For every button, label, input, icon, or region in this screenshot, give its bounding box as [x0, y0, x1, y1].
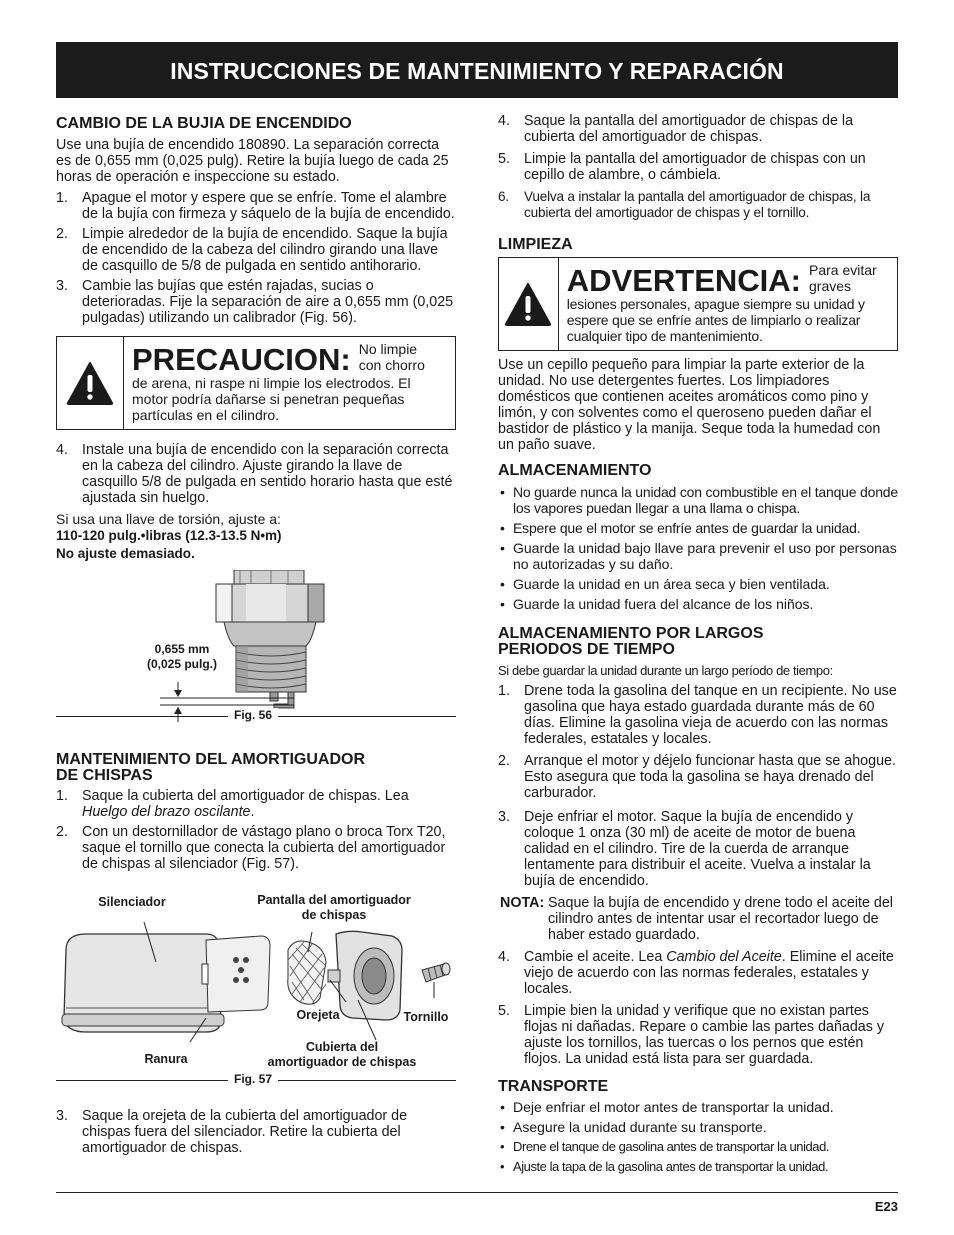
warning-title: ADVERTENCIA: [566, 263, 801, 298]
list-item [498, 1003, 898, 1067]
caution-inline: No limpie con chorro [358, 341, 425, 373]
figure-56 [56, 570, 456, 730]
step-number: 1. [56, 788, 68, 804]
bullet-text: Guarde la unidad fuera del alcance de los niños. [513, 596, 814, 612]
list-item [56, 190, 456, 222]
label-tornillo: Tornillo [403, 1010, 449, 1024]
transporte-heading: TRANSPORTE [498, 1078, 609, 1095]
step-number: 2. [56, 824, 68, 840]
step-text: Deje enfriar el motor. Saque la bujía de encendido y coloque 1 onza (30 ml) de aceite de motor de buena calidad en el cilindro. Tire de la cuerda de arranque lentamente para distribuir el aceite. Vuelva a instalar la bujía de encendido. [524, 809, 871, 889]
bujia-heading: CAMBIO DE LA BUJIA DE ENCENDIDO [56, 115, 352, 132]
gap-label-in: (0,025 pulg.) [146, 657, 217, 671]
caution-text [124, 337, 455, 429]
step-text: Cambie las bujías que estén rajadas, sucias o deterioradas. Fije la separación de aire a 0,655 mm (0,025 pulgadas) utilizando un calibrador (Fig. 56). [82, 278, 454, 326]
list-item [56, 226, 456, 274]
label-cubierta-1: Cubierta del [305, 1040, 379, 1054]
step-text: Apague el motor y espere que se enfríe. Tome el alambre de la bujía con firmeza y sáquelo de la bujía de encendido. [82, 190, 455, 222]
list-item [498, 809, 898, 889]
warning-box [498, 257, 898, 351]
step-number: 4. [56, 442, 68, 458]
fig56-caption: Fig. 56 [228, 708, 278, 722]
step-text: Saque la pantalla del amortiguador de chispas de la cubierta del amortiguador de chispas. [524, 113, 854, 145]
list-item [56, 1108, 456, 1156]
step-text: Limpie alrededor de la bujía de encendido. Saque la bujía de encendido de la cabeza del cilindro girando una llave de casquillo de 5/8 de pulgada en sentido antihorario. [82, 226, 448, 274]
limpieza-text: Use un cepillo pequeño para limpiar la parte exterior de la unidad. No use detergentes fuertes. Los limpiadores domésticos que contienen aceites aromáticos como pino y limón, y con solventes como el queroseno pueden dañar el bastidor de plástico y la manija. Seque toda la humedad con un paño suave. [498, 357, 881, 453]
bullet-text: Ajuste la tapa de la gasolina antes de transportar la unidad. [513, 1159, 829, 1174]
right-column [498, 113, 898, 1175]
amortiguador-heading-2: DE CHISPAS [56, 767, 153, 784]
list-item: • Ajuste la tapa de la gasolina antes de transportar la unidad. [500, 1159, 829, 1174]
torque-warning: No ajuste demasiado. [56, 546, 195, 561]
amortiguador-heading [56, 752, 456, 784]
list-item [498, 113, 898, 145]
torque-intro: Si usa una llave de torsión, ajuste a: [56, 511, 281, 527]
page-header-title: INSTRUCCIONES DE MANTENIMIENTO Y REPARACIÓN [170, 58, 784, 84]
label-silenciador: Silenciador [98, 895, 166, 909]
list-item [498, 683, 898, 747]
warning-inline: Para evitar graves [809, 262, 877, 294]
list-item [56, 278, 456, 326]
spark-plug-illustration [56, 570, 456, 730]
nota-label: NOTA: [500, 895, 545, 911]
list-item [56, 788, 456, 820]
label-ranura: Ranura [144, 1052, 188, 1066]
limpieza-heading: LIMPIEZA [498, 236, 573, 253]
step-text: Cambie el aceite. Lea [524, 949, 663, 965]
list-item: • Guarde la unidad fuera del alcance de los niños. [500, 596, 814, 612]
list-item [498, 151, 898, 183]
list-item: • Drene el tanque de gasolina antes de transportar la unidad. [500, 1139, 830, 1154]
step-text: Saque la orejeta de la cubierta del amortiguador de chispas fuera del silenciador. Retire la cubierta del amortiguador de chispas. [82, 1108, 408, 1156]
bullet-text: Guarde la unidad en un área seca y bien ventilada. [513, 576, 830, 592]
list-item [498, 949, 898, 997]
gap-label [134, 642, 230, 672]
step-number: 4. [498, 113, 510, 129]
largos-heading-2: PERIODOS DE TIEMPO [498, 641, 675, 658]
left-column [56, 112, 456, 1156]
caution-icon-cell [57, 337, 124, 429]
list-item [56, 442, 456, 506]
step-text: Con un destornillador de vástago plano o broca Torx T20, saque el tornillo que conecta la cubierta del amortiguador de chispas al silenciador (Fig. 57). [82, 824, 446, 872]
list-item [498, 189, 898, 221]
step-italic-ref: Huelgo del brazo oscilante [82, 804, 251, 820]
step-number: 3. [56, 1108, 68, 1124]
almacenamiento-heading: ALMACENAMIENTO [498, 462, 652, 479]
list-item [498, 753, 898, 801]
nota-text: Saque la bujía de encendido y drene todo el aceite del cilindro antes de intentar usar el recortador luego de haber estado guardado. [548, 895, 893, 943]
bullet-text: Guarde la unidad bajo llave para prevenir el uso por personas no autorizadas y su daño. [513, 540, 897, 572]
largos-heading-1: ALMACENAMIENTO POR LARGOS [498, 625, 764, 642]
label-cubierta-2: amortiguador de chispas [267, 1055, 417, 1069]
step-number: 2. [498, 753, 510, 769]
label-pantalla-1: Pantalla del amortiguador [257, 893, 411, 907]
step-number: 4. [498, 949, 510, 965]
step-number: 3. [56, 278, 68, 294]
bullet-text: Asegure la unidad durante su transporte. [513, 1119, 767, 1135]
list-item: • Guarde la unidad bajo llave para prevenir el uso por personas no autorizadas y su daño. [500, 540, 897, 572]
gap-label-mm: 0,655 mm [154, 642, 210, 656]
caution-rest: de arena, ni raspe ni limpie los electrodos. El motor podría dañarse si penetran pequeñas partículas en el cilindro. [132, 375, 411, 423]
warning-text [559, 258, 897, 350]
list-item: • No guarde nunca la unidad con combustible en el tanque donde los vapores puedan llegar a una llama o chispa. [500, 484, 898, 516]
step-text: Arranque el motor y déjelo funcionar hasta que se ahogue. Esto asegura que toda la gasolina se haya drenado del carburador. [524, 753, 896, 801]
step-number: 5. [498, 1003, 510, 1019]
step-text: Vuelva a instalar la pantalla del amortiguador de chispas, la cubierta del amortiguador de chispas y el tornillo. [524, 189, 871, 220]
warning-triangle-icon [503, 281, 553, 327]
step-text-end: . [250, 804, 255, 820]
warning-triangle-icon [65, 360, 115, 406]
almacenamiento-list [498, 484, 898, 612]
step-number: 1. [498, 683, 510, 699]
step-text: Limpie la pantalla del amortiguador de chispas con un cepillo de alambre, o cámbiela. [524, 151, 866, 183]
list-item: • Espere que el motor se enfríe antes de guardar la unidad. [500, 520, 861, 536]
step-italic-ref: Cambio del Aceite [666, 949, 782, 965]
step-number: 2. [56, 226, 68, 242]
bullet-text: Deje enfriar el motor antes de transportar la unidad. [513, 1099, 834, 1115]
step-number: 5. [498, 151, 510, 167]
step-text: Limpie bien la unidad y verifique que no existan partes flojas ni dañadas. Repare o cambie las partes dañadas y ajuste los tornillos, las tuercas o los pernos que estén flojos. La unidad está lista para ser guardada. [524, 1003, 885, 1067]
warning-rest: lesiones personales, apague siempre su unidad y espere que se enfríe antes de limpiarlo o realizar cualquier tipo de mantenimiento. [566, 296, 865, 344]
step-number: 1. [56, 190, 68, 206]
torque-value: 110-120 pulg.•libras (12.3-13.5 N•m) [56, 528, 282, 543]
warning-icon-cell [499, 258, 559, 350]
list-item: • Guarde la unidad en un área seca y bien ventilada. [500, 576, 830, 592]
bujia-intro: Use una bujía de encendido 180890. La separación correcta es de 0,655 mm (0,025 pulg). Retire la bujía luego de cada 25 horas de operación e inspeccione su estado. [56, 137, 449, 185]
page-number: E23 [874, 1199, 898, 1214]
bujia-steps [56, 190, 456, 326]
footer-rule [56, 1192, 898, 1193]
label-pantalla [234, 893, 434, 923]
step-number: 3. [498, 809, 510, 825]
caution-box [56, 336, 456, 430]
step-text: Saque la cubierta del amortiguador de chispas. Lea [82, 788, 409, 804]
list-item: • Deje enfriar el motor antes de transportar la unidad. [500, 1099, 834, 1115]
step-text-end: . Elimine el aceite viejo de acuerdo con las normas federales, estatales y locales. [524, 949, 894, 997]
label-cubierta [252, 1040, 432, 1070]
figure-57 [56, 890, 456, 1090]
step-text: Drene toda la gasolina del tanque en un recipiente. No use gasolina que haya estado guardada durante más de 60 días. Elimine la gasolina vieja de acuerdo con las normas federales, estatales y locales. [524, 683, 897, 747]
largos-heading [498, 626, 898, 658]
transporte-list [498, 1099, 898, 1175]
label-pantalla-2: de chispas [301, 908, 367, 922]
page-header [56, 42, 898, 98]
caution-title: PRECAUCION: [132, 342, 351, 377]
amortiguador-heading-1: MANTENIMIENTO DEL AMORTIGUADOR [56, 751, 366, 768]
step-number: 6. [498, 189, 509, 204]
fig57-caption: Fig. 57 [228, 1072, 278, 1086]
list-item: • Asegure la unidad durante su transporte. [500, 1119, 767, 1135]
bullet-text: Espere que el motor se enfríe antes de guardar la unidad. [513, 520, 861, 536]
bullet-text: No guarde nunca la unidad con combustible en el tanque donde los vapores puedan llegar a una llama o chispa. [513, 484, 898, 516]
label-orejeta: Orejeta [296, 1008, 340, 1022]
bullet-text: Drene el tanque de gasolina antes de transportar la unidad. [513, 1139, 830, 1154]
nota-block [498, 895, 898, 943]
largos-intro: Si debe guardar la unidad durante un largo período de tiempo: [498, 663, 833, 678]
list-item [56, 824, 456, 872]
step-text: Instale una bujía de encendido con la separación correcta en la cabeza del cilindro. Ajuste girando la llave de casquillo 5/8 de pulgada en sentido horario hasta que esté ajustada sin huelgo. [82, 442, 453, 506]
